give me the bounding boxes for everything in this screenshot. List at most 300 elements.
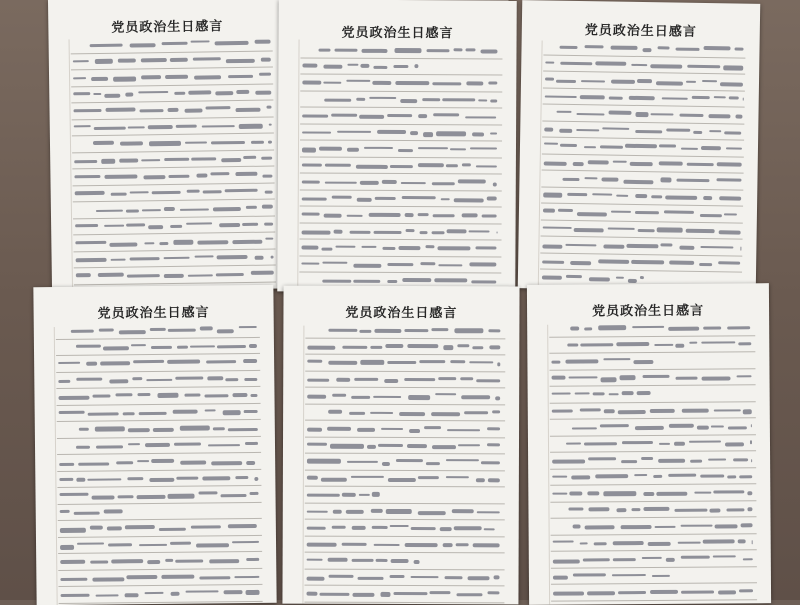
handwriting-stroke: [401, 99, 418, 103]
handwriting-stroke: [307, 542, 337, 547]
handwriting-stroke: [676, 343, 684, 347]
handwriting-stroke: [686, 81, 697, 84]
handwriting-stroke: [74, 160, 97, 164]
handwriting-stroke: [563, 178, 580, 181]
handwriting-stroke: [228, 75, 254, 78]
handwriting-stroke: [659, 144, 676, 148]
handwriting-stroke: [418, 511, 446, 515]
handwriting-stroke: [664, 210, 695, 214]
handwriting-stroke: [653, 475, 662, 478]
ruled-line: [300, 157, 502, 175]
handwriting-stroke: [331, 113, 357, 117]
handwriting-stroke: [127, 575, 158, 579]
handwriting-stroke: [453, 198, 483, 202]
handwriting-stroke: [373, 543, 400, 546]
handwriting-stroke: [424, 426, 440, 429]
handwriting-stroke: [700, 246, 734, 249]
handwriting-stroke: [466, 81, 483, 85]
handwriting-stroke: [543, 193, 562, 198]
handwriting-stroke: [196, 173, 208, 177]
handwriting-stroke: [162, 41, 188, 44]
handwriting-stroke: [128, 443, 139, 445]
handwriting-stroke: [632, 508, 641, 510]
handwriting-stroke: [119, 158, 138, 162]
handwriting-stroke: [394, 592, 427, 595]
handwriting-stroke: [470, 147, 497, 150]
sheet-title: 党员政治生日感言: [522, 18, 760, 41]
handwriting-stroke: [487, 478, 499, 483]
handwriting-stroke: [613, 160, 627, 162]
handwriting-stroke: [213, 427, 225, 430]
handwriting-stroke: [642, 375, 670, 378]
ruled-line: [300, 140, 502, 158]
handwriting-stroke: [411, 527, 436, 531]
handwriting-stroke: [369, 213, 401, 217]
handwriting-stroke: [251, 394, 258, 397]
handwriting-stroke: [468, 576, 490, 580]
handwriting-stroke: [348, 64, 359, 66]
handwriting-stroke: [193, 58, 222, 61]
handwriting-stroke: [584, 45, 603, 49]
handwriting-stroke: [110, 242, 138, 246]
handwriting-stroke: [553, 559, 580, 564]
handwriting-stroke: [329, 574, 354, 577]
handwriting-stroke: [650, 64, 683, 69]
handwriting-stroke: [142, 209, 161, 211]
handwriting-stroke: [254, 256, 263, 260]
handwriting-stroke: [592, 392, 604, 395]
handwriting-stroke: [149, 141, 181, 146]
handwriting-stroke: [60, 545, 74, 549]
handwriting-stroke: [667, 128, 691, 132]
handwriting-stroke: [75, 241, 106, 245]
handwriting-stroke: [404, 329, 428, 332]
ruled-line: [300, 41, 502, 59]
handwriting-stroke: [679, 114, 704, 117]
handwriting-stroke: [107, 527, 122, 530]
ruled-line: [550, 501, 756, 519]
handwriting-stroke: [422, 98, 440, 100]
handwriting-stroke: [692, 96, 710, 98]
handwriting-stroke: [553, 592, 584, 596]
handwriting-stroke: [433, 214, 455, 218]
handwriting-stroke: [660, 178, 671, 183]
ruled-line: [300, 173, 502, 191]
handwriting-stroke: [332, 525, 346, 528]
handwriting-stroke: [655, 526, 676, 528]
handwriting-stroke: [569, 376, 598, 379]
handwriting-stroke: [91, 560, 108, 564]
handwriting-stroke: [199, 577, 230, 580]
handwriting-stroke: [375, 197, 396, 200]
handwriting-stroke: [221, 494, 247, 497]
handwriting-stroke: [750, 440, 752, 444]
handwriting-stroke: [361, 64, 370, 68]
handwriting-stroke: [76, 378, 102, 381]
handwriting-stroke: [361, 246, 376, 248]
handwriting-stroke: [742, 558, 752, 560]
sheet-title: 党员政治生日感言: [34, 301, 274, 323]
handwriting-stroke: [98, 273, 125, 277]
handwriting-stroke: [469, 263, 496, 266]
handwriting-stroke: [58, 395, 89, 399]
handwriting-stroke: [669, 473, 697, 476]
handwriting-stroke: [335, 245, 355, 247]
handwriting-stroke: [109, 379, 128, 383]
handwriting-stroke: [307, 360, 322, 362]
handwriting-stroke: [125, 209, 139, 213]
handwriting-stroke: [709, 130, 721, 132]
handwriting-stroke: [390, 165, 413, 168]
handwriting-stroke: [697, 426, 708, 430]
handwriting-stroke: [374, 328, 402, 332]
handwriting-stroke: [674, 509, 707, 512]
handwriting-stroke: [625, 144, 657, 148]
handwriting-stroke: [408, 344, 439, 348]
handwriting-stroke: [324, 213, 342, 217]
handwriting-stroke: [194, 75, 220, 79]
handwriting-stroke: [168, 108, 179, 113]
handwriting-stroke: [545, 95, 577, 98]
handwriting-stroke: [403, 279, 432, 283]
handwriting-stroke: [457, 345, 470, 348]
ruled-lines: [71, 35, 277, 292]
handwriting-stroke: [629, 96, 655, 100]
handwriting-stroke: [388, 263, 414, 266]
handwriting-stroke: [720, 82, 743, 87]
handwriting-stroke: [611, 210, 631, 213]
handwriting-stroke: [347, 148, 359, 152]
handwriting-stroke: [148, 125, 172, 130]
handwriting-stroke: [302, 115, 328, 118]
handwriting-stroke: [129, 191, 148, 193]
handwriting-stroke: [251, 271, 274, 275]
ruled-line: [549, 352, 755, 370]
ruled-line: [305, 553, 505, 570]
handwriting-stroke: [234, 576, 259, 578]
handwriting-stroke: [92, 578, 124, 582]
handwriting-stroke: [159, 527, 186, 530]
handwriting-stroke: [228, 428, 258, 431]
handwriting-stroke: [357, 98, 365, 101]
handwriting-stroke: [568, 344, 578, 347]
handwriting-stroke: [443, 345, 453, 349]
handwriting-stroke: [456, 543, 469, 545]
ruled-line: [305, 437, 505, 454]
handwriting-stroke: [476, 478, 485, 482]
handwriting-stroke: [367, 445, 376, 449]
sheet-title: 党员政治生日感言: [283, 302, 519, 322]
handwriting-stroke: [301, 246, 318, 250]
handwriting-stroke: [418, 114, 427, 118]
handwriting-stroke: [584, 442, 617, 445]
handwriting-stroke: [432, 82, 461, 85]
handwriting-stroke: [450, 149, 465, 151]
handwriting-stroke: [552, 393, 571, 395]
handwriting-stroke: [656, 492, 687, 496]
handwriting-stroke: [175, 92, 186, 95]
handwriting-stroke: [145, 592, 164, 594]
handwriting-stroke: [176, 125, 197, 128]
handwriting-stroke: [246, 590, 260, 594]
ruled-line: [305, 355, 505, 372]
handwriting-stroke: [453, 49, 462, 51]
handwriting-stroke: [572, 427, 597, 429]
handwriting-stroke: [172, 409, 198, 414]
handwriting-stroke: [552, 459, 585, 464]
handwriting-stroke: [370, 346, 381, 349]
handwriting-stroke: [302, 148, 316, 152]
handwriting-stroke: [669, 261, 693, 265]
ruled-line: [305, 371, 505, 388]
handwriting-stroke: [465, 48, 476, 51]
ruled-line: [299, 239, 501, 257]
sheet-top-right: [518, 0, 760, 292]
handwriting-stroke: [490, 133, 497, 135]
handwriting-stroke: [139, 412, 167, 415]
handwriting-stroke: [148, 226, 163, 230]
handwriting-stroke: [623, 180, 654, 184]
handwriting-stroke: [447, 229, 466, 233]
handwriting-stroke: [302, 131, 331, 133]
handwriting-stroke: [73, 92, 90, 96]
handwriting-stroke: [635, 130, 662, 133]
handwriting-stroke: [740, 475, 753, 478]
handwriting-stroke: [211, 141, 245, 144]
handwriting-stroke: [716, 162, 741, 166]
handwriting-stroke: [115, 394, 132, 397]
handwriting-stroke: [204, 409, 215, 411]
handwriting-stroke: [93, 394, 111, 397]
handwriting-stroke: [432, 182, 455, 186]
handwriting-stroke: [143, 176, 165, 180]
handwriting-stroke: [147, 560, 161, 564]
handwriting-stroke: [346, 214, 362, 216]
handwriting-stroke: [611, 79, 635, 84]
handwriting-stroke: [198, 491, 218, 494]
handwriting-stroke: [327, 558, 348, 562]
handwriting-stroke: [588, 507, 609, 511]
handwriting-stroke: [443, 98, 475, 101]
handwriting-stroke: [236, 90, 249, 94]
handwriting-stroke: [370, 412, 393, 415]
handwriting-stroke: [658, 459, 684, 463]
handwriting-stroke: [472, 346, 483, 350]
handwriting-stroke: [635, 426, 664, 429]
handwriting-stroke: [724, 131, 741, 134]
handwriting-stroke: [386, 509, 412, 513]
handwriting-stroke: [75, 224, 98, 227]
handwriting-stroke: [372, 492, 380, 496]
handwriting-stroke: [199, 327, 213, 331]
handwriting-stroke: [95, 59, 112, 64]
handwriting-stroke: [342, 346, 368, 349]
handwriting-stroke: [341, 543, 367, 546]
ruled-lines: [540, 38, 746, 291]
handwriting-stroke: [728, 426, 747, 430]
handwriting-stroke: [324, 65, 343, 69]
handwriting-stroke: [388, 478, 416, 482]
ruled-line: [551, 600, 757, 605]
handwriting-stroke: [713, 556, 737, 558]
handwriting-stroke: [243, 359, 257, 363]
handwriting-stroke: [700, 214, 722, 218]
handwriting-stroke: [398, 246, 420, 250]
handwriting-stroke: [396, 459, 423, 462]
handwriting-stroke: [618, 410, 647, 414]
handwriting-stroke: [114, 77, 137, 81]
handwriting-stroke: [129, 43, 155, 47]
handwriting-stroke: [465, 411, 489, 414]
handwriting-stroke: [719, 197, 741, 201]
handwriting-stroke: [401, 182, 426, 184]
handwriting-stroke: [675, 377, 698, 381]
handwriting-stroke: [224, 590, 243, 593]
handwriting-stroke: [60, 510, 70, 514]
handwriting-stroke: [244, 155, 257, 159]
handwriting-stroke: [701, 146, 721, 150]
handwriting-stroke: [235, 476, 248, 479]
handwriting-stroke: [185, 590, 219, 593]
handwriting-stroke: [396, 81, 430, 85]
handwriting-stroke: [105, 175, 138, 179]
handwriting-stroke: [441, 198, 449, 201]
handwriting-stroke: [736, 376, 751, 378]
handwriting-stroke: [473, 543, 500, 547]
handwriting-stroke: [126, 223, 146, 226]
handwriting-stroke: [580, 95, 605, 99]
handwriting-stroke: [618, 591, 646, 594]
handwriting-stroke: [751, 424, 752, 427]
handwriting-stroke: [668, 327, 700, 331]
handwriting-stroke: [266, 238, 273, 240]
handwriting-stroke: [704, 46, 731, 50]
handwriting-stroke: [351, 476, 384, 479]
handwriting-stroke: [472, 281, 497, 283]
handwriting-stroke: [195, 255, 214, 258]
handwriting-stroke: [226, 59, 255, 63]
handwriting-stroke: [542, 276, 562, 280]
handwriting-stroke: [302, 231, 331, 235]
handwriting-stroke: [458, 445, 480, 447]
handwriting-stroke: [214, 41, 248, 46]
handwriting-stroke: [59, 493, 88, 496]
handwriting-stroke: [325, 182, 357, 185]
handwriting-stroke: [694, 491, 711, 494]
ruled-line: [305, 487, 505, 504]
handwriting-stroke: [650, 590, 679, 594]
handwriting-stroke: [322, 261, 348, 264]
ruled-line: [550, 385, 756, 403]
handwriting-stroke: [323, 279, 352, 282]
handwriting-stroke: [216, 273, 244, 277]
handwriting-stroke: [307, 459, 341, 463]
handwriting-stroke: [609, 96, 623, 100]
handwriting-stroke: [254, 40, 270, 44]
handwriting-stroke: [387, 114, 412, 117]
handwriting-stroke: [151, 459, 174, 463]
handwriting-stroke: [78, 462, 109, 466]
handwriting-stroke: [487, 443, 500, 446]
handwriting-stroke: [246, 461, 255, 465]
handwriting-stroke: [436, 393, 457, 395]
handwriting-stroke: [356, 164, 387, 168]
ruled-line: [304, 586, 504, 603]
handwriting-stroke: [370, 97, 397, 99]
handwriting-stroke: [161, 574, 194, 579]
handwriting-stroke: [461, 395, 490, 399]
handwriting-stroke: [703, 540, 735, 544]
handwriting-stroke: [723, 66, 743, 71]
handwriting-stroke: [572, 524, 580, 528]
handwriting-stroke: [743, 410, 752, 415]
handwriting-stroke: [716, 178, 741, 181]
handwriting-stroke: [571, 475, 590, 479]
handwriting-stroke: [86, 362, 98, 365]
handwriting-stroke: [544, 128, 553, 132]
handwriting-stroke: [147, 378, 173, 381]
handwriting-stroke: [58, 362, 80, 365]
handwriting-stroke: [168, 494, 195, 499]
handwriting-stroke: [137, 393, 151, 396]
handwriting-stroke: [656, 81, 682, 85]
handwriting-stroke: [333, 230, 343, 235]
handwriting-stroke: [249, 344, 257, 348]
handwriting-stroke: [250, 492, 259, 495]
handwriting-stroke: [658, 161, 682, 165]
handwriting-stroke: [652, 575, 670, 577]
handwriting-stroke: [602, 127, 629, 130]
ruled-line: [551, 550, 757, 568]
handwriting-stroke: [332, 196, 351, 199]
handwriting-stroke: [264, 222, 272, 225]
handwriting-stroke: [118, 58, 136, 62]
handwriting-stroke: [387, 280, 397, 284]
handwriting-stroke: [323, 82, 341, 84]
sheet-bottom-center: [282, 286, 519, 605]
handwriting-stroke: [211, 461, 243, 465]
handwriting-stroke: [131, 344, 145, 346]
handwriting-stroke: [631, 260, 664, 264]
handwriting-stroke: [390, 525, 409, 527]
handwriting-stroke: [246, 205, 258, 208]
handwriting-stroke: [391, 559, 409, 563]
handwriting-stroke: [406, 229, 415, 232]
handwriting-stroke: [267, 106, 271, 109]
handwriting-stroke: [727, 475, 736, 478]
handwriting-stroke: [128, 126, 145, 129]
handwriting-stroke: [255, 91, 270, 95]
handwriting-stroke: [125, 93, 134, 97]
ruled-line: [300, 58, 502, 76]
handwriting-stroke: [576, 129, 600, 131]
handwriting-stroke: [74, 109, 102, 112]
ruled-line: [300, 223, 502, 241]
handwriting-stroke: [603, 492, 637, 497]
handwriting-stroke: [587, 591, 615, 595]
handwriting-stroke: [185, 393, 201, 396]
handwriting-stroke: [487, 427, 500, 430]
handwriting-stroke: [446, 164, 458, 167]
handwriting-stroke: [437, 246, 471, 250]
handwriting-stroke: [116, 461, 133, 465]
handwriting-stroke: [170, 57, 188, 61]
handwriting-stroke: [708, 458, 727, 461]
handwriting-stroke: [469, 230, 490, 232]
handwriting-stroke: [151, 346, 173, 349]
handwriting-stroke: [374, 231, 401, 234]
handwriting-stroke: [96, 210, 123, 212]
